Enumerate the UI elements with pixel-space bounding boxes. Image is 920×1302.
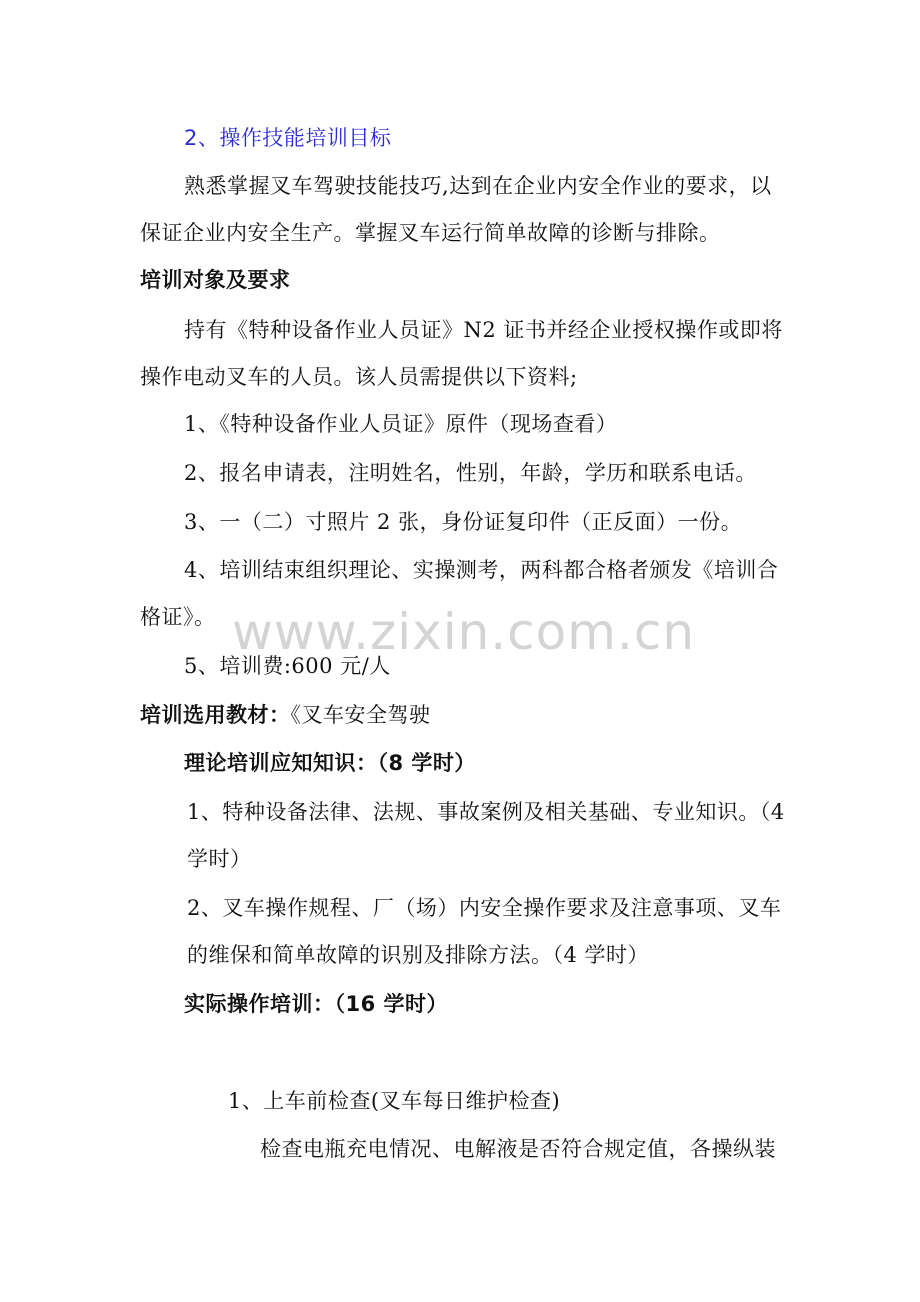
theory-heading: 理论培训应知知识：（8 学时） bbox=[184, 751, 476, 775]
theory-item-1-line-2: 学时） bbox=[187, 847, 252, 871]
requirement-item-2: 2、报名申请表，注明姓名，性别，年龄，学历和联系电话。 bbox=[184, 461, 757, 485]
theory-item-1-line-1: 1、特种设备法律、法规、事故案例及相关基础、专业知识。（4 bbox=[187, 800, 785, 824]
requirement-item-4: 4、培训结束组织理论、实操测考，两科都合格者颁发《培训合 bbox=[184, 558, 779, 582]
textbook-label: 培训选用教材： bbox=[140, 703, 291, 727]
theory-item-2-line-1: 2、叉车操作规程、厂（场）内安全操作要求及注意事项、叉车 bbox=[187, 896, 782, 920]
requirement-item-3: 3、一（二）寸照片 2 张，身份证复印件（正反面）一份。 bbox=[184, 510, 743, 534]
practice-heading: 实际操作培训：（16 学时） bbox=[184, 992, 449, 1016]
requirement-item-5: 5、培训费:600 元/人 bbox=[184, 654, 391, 678]
skill-goal-line-1: 熟悉掌握叉车驾驶技能技巧,达到在企业内安全作业的要求，以 bbox=[184, 174, 772, 198]
trainees-intro-line-2: 操作电动叉车的人员。该人员需提供以下资料; bbox=[140, 365, 578, 389]
textbook-line bbox=[140, 703, 431, 727]
skill-goal-line-2: 保证企业内安全生产。掌握叉车运行简单故障的诊断与排除。 bbox=[140, 221, 721, 245]
skill-goal-title: 2、操作技能培训目标 bbox=[184, 126, 392, 150]
practice-item-1-title: 1、上车前检查(叉车每日维护检查) bbox=[228, 1089, 561, 1113]
requirement-item-4-cont: 格证》。 bbox=[140, 605, 216, 629]
theory-item-2-line-2: 的维保和简单故障的识别及排除方法。（4 学时） bbox=[187, 943, 650, 967]
watermark: www.zixin.com.cn bbox=[232, 603, 696, 661]
practice-item-1-text: 检查电瓶充电情况、电解液是否符合规定值，各操纵装 bbox=[260, 1137, 776, 1161]
trainees-heading: 培训对象及要求 bbox=[140, 268, 291, 292]
textbook-value: 《叉车安全驾驶 bbox=[290, 703, 431, 727]
trainees-intro-line-1: 持有《特种设备作业人员证》N2 证书并经企业授权操作或即将 bbox=[184, 318, 783, 342]
requirement-item-1: 1、《特种设备作业人员证》原件（现场查看） bbox=[184, 412, 618, 436]
